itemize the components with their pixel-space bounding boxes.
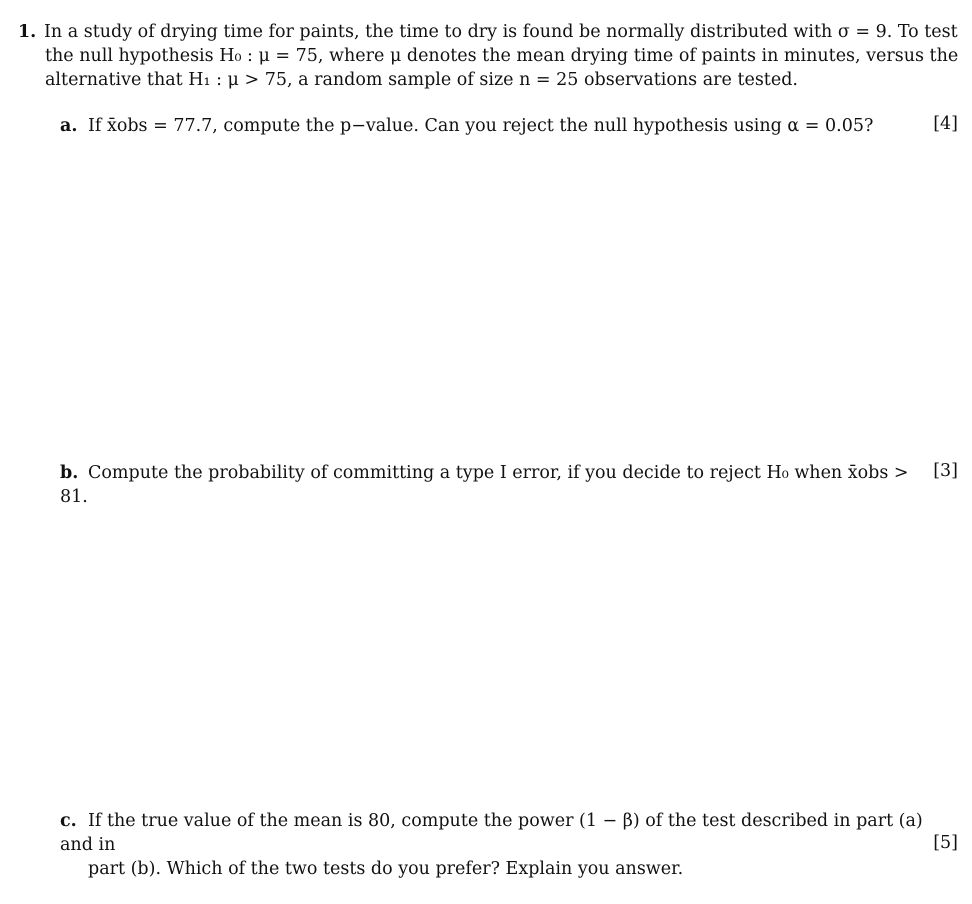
part-c-label: c. — [60, 811, 77, 831]
question-line-1 — [18, 20, 958, 44]
part-b — [60, 461, 920, 509]
part-a — [60, 114, 958, 138]
part-c-marks: [5] — [933, 833, 958, 853]
part-b-label: b. — [60, 463, 79, 483]
part-c-line-1 — [60, 809, 958, 857]
part-b-marks: [3] — [933, 461, 958, 481]
part-a-text: If x̄obs = 77.7, compute the p−value. Can you reject the null hypothesis using α = 0.05? — [88, 116, 874, 136]
part-a-marks: [4] — [933, 114, 958, 134]
part-b-text: Compute the probability of committing a type I error, if you decide to reject H₀ when x̄obs > 81. — [60, 463, 909, 507]
question-text-line-3: alternative that H₁ : μ > 75, a random sample of size n = 25 observations are tested. — [45, 70, 798, 90]
part-c-text-line-2: part (b). Which of the two tests do you prefer? Explain you answer. — [88, 859, 684, 879]
part-a-label: a. — [60, 116, 78, 136]
question-1 — [18, 20, 958, 92]
part-c-text-line-1: If the true value of the mean is 80, compute the power (1 − β) of the test described in part (a) and in — [60, 811, 923, 855]
question-number: 1. — [18, 22, 37, 42]
question-text-line-2: the null hypothesis H₀ : μ = 75, where μ denotes the mean drying time of paints in minutes, versus the — [45, 46, 959, 66]
question-text-line-1: In a study of drying time for paints, the time to dry is found be normally distributed with σ = 9. To test — [44, 22, 958, 42]
part-c — [60, 809, 958, 881]
